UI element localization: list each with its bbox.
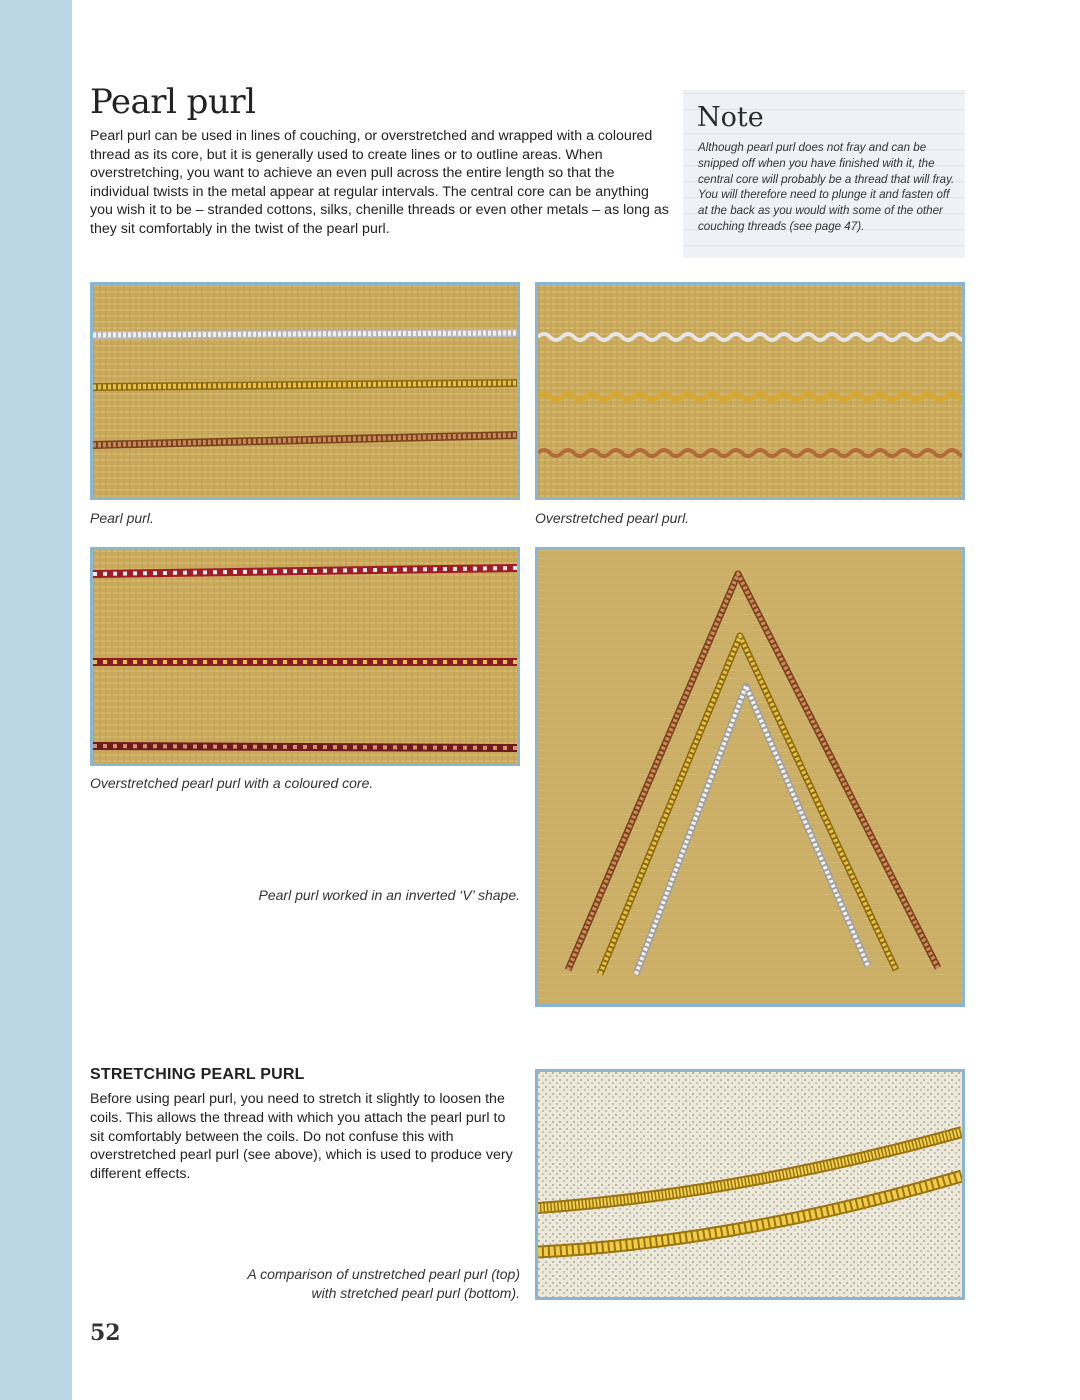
comparison-caption: A comparison of unstretched pearl purl (top) with stretched pearl purl (bottom). xyxy=(247,1266,520,1301)
stretching-heading: STRETCHING PEARL PURL xyxy=(90,1066,305,1083)
page-number: 52 xyxy=(90,1320,121,1346)
note-box xyxy=(683,90,965,258)
overstretched-photo xyxy=(535,282,965,500)
inverted-v-caption: Pearl purl worked in an inverted ‘V’ shape. xyxy=(258,887,520,903)
coloured-core-caption: Overstretched pearl purl with a coloured core. xyxy=(90,775,374,791)
comparison-photo xyxy=(535,1069,965,1300)
intro-paragraph: Pearl purl can be used in lines of couching, or overstretched and wrapped with a coloured thread as its core, but it is generally used to create lines or to outline areas. When overstretching, you want to achieve an even pull across the entire length so that the individual twists in the metal appear at regular intervals. The central core can be anything you wish it to be – stranded cottons, silks, chenille threads or even other metals – as long as they sit comfortably in the twist of the pearl purl. xyxy=(90,128,669,237)
coloured-core-photo xyxy=(90,547,520,766)
page-title: Pearl purl xyxy=(90,82,256,122)
gold-pearl-purl-line xyxy=(93,383,517,387)
silver-pearl-purl-line xyxy=(93,333,517,335)
overstretched-caption: Overstretched pearl purl. xyxy=(535,510,690,526)
note-text: Although pearl purl does not fray and can be snipped off when you have finished with it, the central core will probably be a thread that will fray. You will therefore need to plunge it and fasten off at the back as you would with some of the other couching threads (see page 47). xyxy=(698,141,955,233)
pearl-purl-photo xyxy=(90,282,520,500)
note-title: Note xyxy=(697,102,764,133)
pearl-purl-caption: Pearl purl. xyxy=(90,510,154,526)
inverted-v-photo xyxy=(535,547,965,1007)
side-color-band xyxy=(0,0,72,1400)
red-core-copper-line xyxy=(93,746,517,748)
stretching-body: Before using pearl purl, you need to stretch it slightly to loosen the coils. This allows the thread with which you attach the pearl purl to sit comfortably between the coils. Do not confuse this with overstretched pearl purl (see above), which is used to produce very different effects. xyxy=(90,1091,513,1183)
